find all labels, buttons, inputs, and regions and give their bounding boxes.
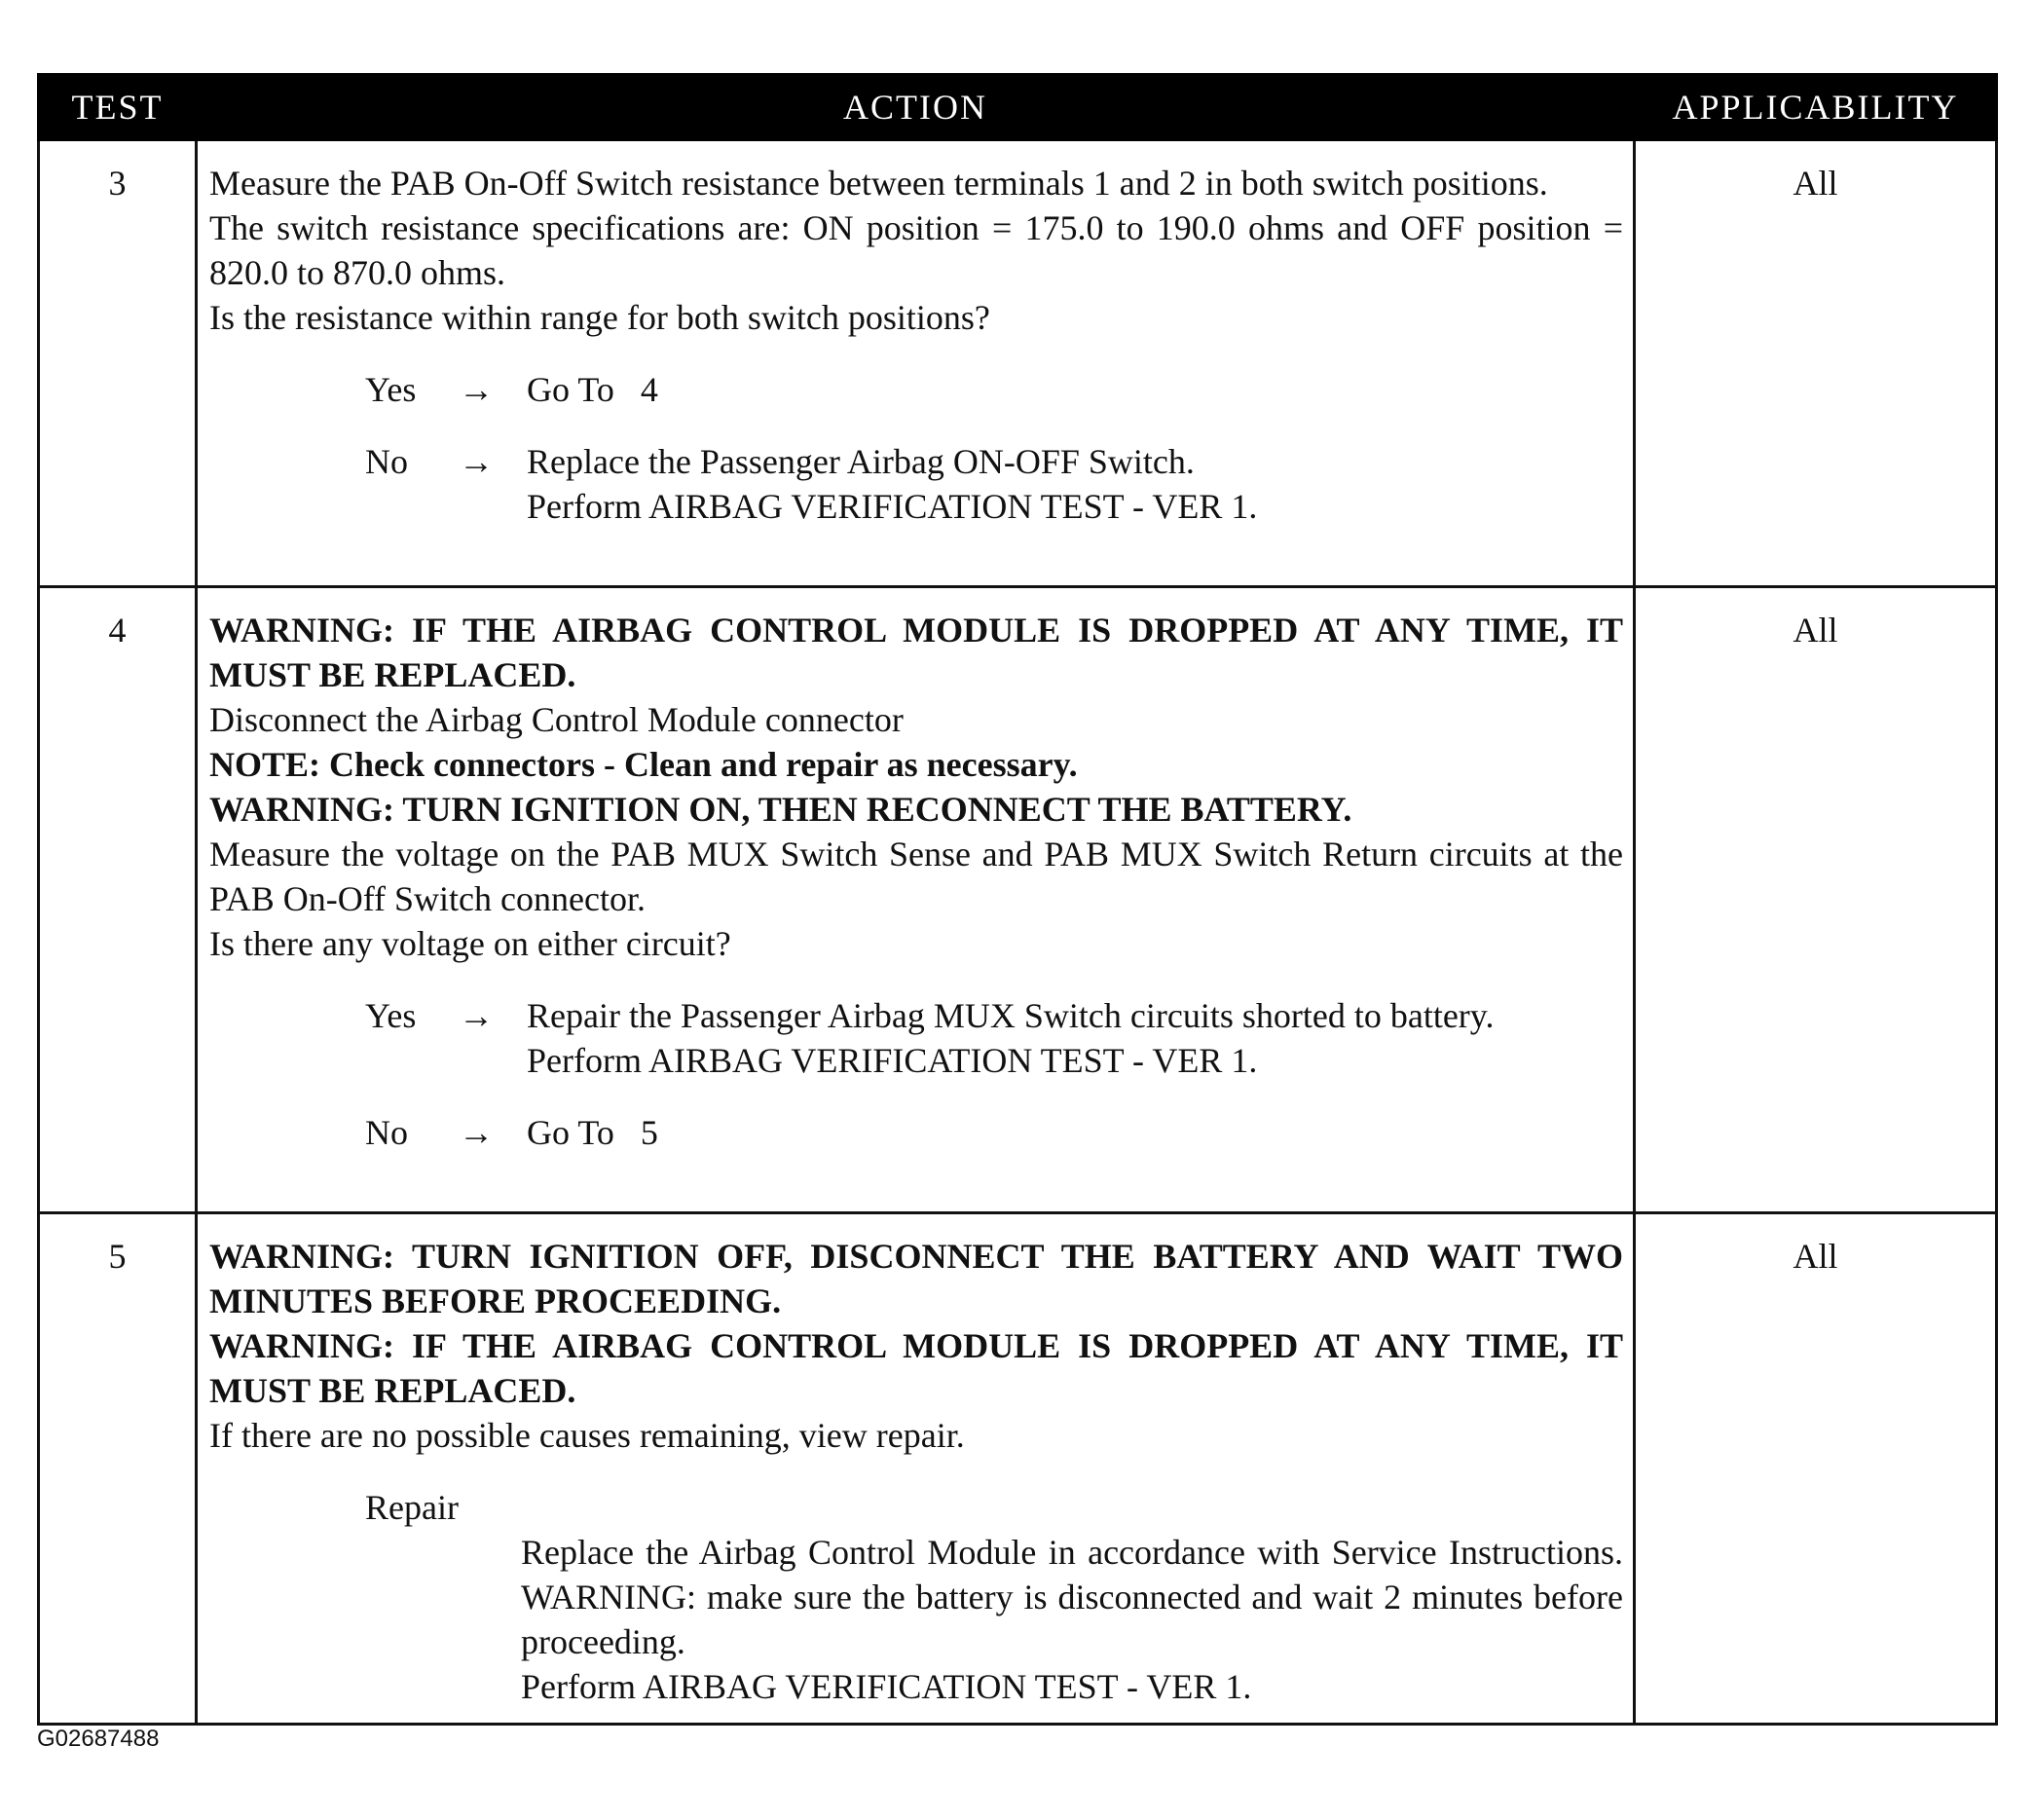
goto-text: Go To 4 <box>527 370 658 409</box>
header-test: TEST <box>39 75 197 140</box>
result-text: Perform AIRBAG VERIFICATION TEST - VER 1. <box>527 1041 1258 1080</box>
no-label: No <box>365 1113 408 1152</box>
figure-code: G02687488 <box>37 1726 160 1752</box>
test-number: 4 <box>39 587 197 1213</box>
repair-perform-text: Perform AIRBAG VERIFICATION TEST - VER 1. <box>521 1667 1252 1706</box>
yes-label: Yes <box>365 996 417 1035</box>
action-text: If there are no possible causes remaining, view repair. <box>209 1416 965 1455</box>
result-text: Repair the Passenger Airbag MUX Switch circuits shorted to battery. <box>527 996 1495 1035</box>
yes-result <box>527 367 1623 412</box>
no-label: No <box>365 442 408 481</box>
table-row-test-3 <box>39 140 1997 587</box>
action-text: Measure the PAB On-Off Switch resistance between terminals 1 and 2 in both switch positions. <box>209 164 1548 203</box>
header-applicability: APPLICABILITY <box>1635 75 1997 140</box>
arrow-icon: → <box>459 370 494 409</box>
test-number: 3 <box>39 140 197 587</box>
no-result <box>527 1110 1623 1155</box>
warning-text: WARNING: TURN IGNITION ON, THEN RECONNECT THE BATTERY. <box>209 790 1352 829</box>
table-row-test-4 <box>39 587 1997 1213</box>
applicability-cell: All <box>1635 587 1997 1213</box>
arrow-icon: → <box>459 1113 494 1152</box>
action-question: Is there any voltage on either circuit? <box>209 924 731 963</box>
action-cell <box>197 587 1635 1213</box>
warning-text: WARNING: IF THE AIRBAG CONTROL MODULE IS DROPPED AT ANY TIME, IT MUST BE REPLACED. <box>209 1326 1623 1410</box>
yes-branch <box>209 993 1623 1083</box>
diagnostic-test-table <box>37 73 1998 1726</box>
test-number: 5 <box>39 1213 197 1725</box>
action-text: Measure the voltage on the PAB MUX Switch Sense and PAB MUX Switch Return circuits at the PAB On-Off Switch connector. <box>209 835 1623 918</box>
warning-text: WARNING: IF THE AIRBAG CONTROL MODULE IS DROPPED AT ANY TIME, IT MUST BE REPLACED. <box>209 611 1623 694</box>
header-action: ACTION <box>197 75 1635 140</box>
action-cell <box>197 1213 1635 1725</box>
yes-result <box>527 993 1623 1083</box>
action-cell <box>197 140 1635 587</box>
result-text: Replace the Passenger Airbag ON-OFF Switch. <box>527 442 1195 481</box>
diagnostic-test-table-container <box>37 73 1998 1726</box>
action-question: Is the resistance within range for both switch positions? <box>209 298 990 337</box>
result-text: Perform AIRBAG VERIFICATION TEST - VER 1. <box>527 487 1258 526</box>
note-text: NOTE: Check connectors - Clean and repair as necessary. <box>209 745 1078 784</box>
yes-branch <box>209 367 1623 412</box>
applicability-cell: All <box>1635 140 1997 587</box>
arrow-icon: → <box>459 442 494 481</box>
repair-label: Repair <box>365 1488 459 1527</box>
action-text: Disconnect the Airbag Control Module connector <box>209 700 904 739</box>
no-branch <box>209 1110 1623 1155</box>
repair-text: Replace the Airbag Control Module in accordance with Service Instructions. WARNING: make sure the battery is disconnected and wait 2 minutes before proceeding. <box>521 1533 1623 1661</box>
arrow-icon: → <box>459 996 494 1035</box>
action-text: The switch resistance specifications are: ON position = 175.0 to 190.0 ohms and OFF position = 820.0 to 870.0 ohms. <box>209 208 1623 292</box>
goto-text: Go To 5 <box>527 1113 658 1152</box>
table-row-test-5 <box>39 1213 1997 1725</box>
yes-label: Yes <box>365 370 417 409</box>
table-header-row <box>39 75 1997 140</box>
applicability-cell: All <box>1635 1213 1997 1725</box>
no-branch <box>209 439 1623 529</box>
no-result <box>527 439 1623 529</box>
warning-text: WARNING: TURN IGNITION OFF, DISCONNECT THE BATTERY AND WAIT TWO MINUTES BEFORE PROCEEDING. <box>209 1237 1623 1320</box>
